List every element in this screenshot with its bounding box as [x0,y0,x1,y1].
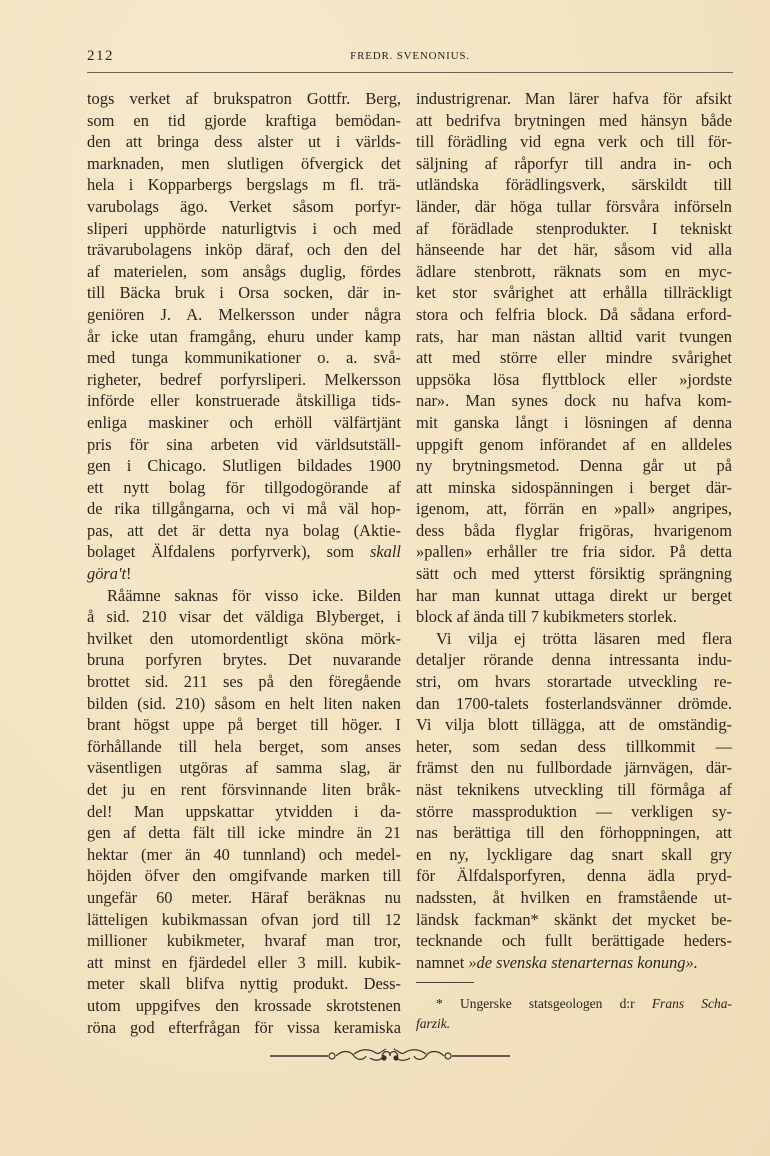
text-line: industrigrenar. Man lärer hafva för afsikt [416,89,732,108]
running-title: FREDR. SVENONIUS. [350,50,470,62]
text-line: att med större eller mindre svårighet [416,348,732,368]
text-line: väsentligen utgöras af samma slag, är [87,758,401,778]
running-head [87,48,733,68]
text-line: brottet sid. 211 ses på den föregående [87,672,401,692]
footnote-text: * Ungerske statsgeologen d:r [436,996,635,1011]
text-line: förhållande till hela berget, som anses [87,736,401,756]
text-line: att bedrifva brytningen med hänsyn både [416,110,732,130]
text-line: del! Man uppskattar ytvidden i da- [87,801,401,821]
header-rule [87,72,733,73]
text-line: den att bringa dess alster ut i världs- [87,132,401,152]
text-line: varubolags ägo. Verket såsom porfyr- [87,196,401,216]
text-line: af materielen, som ansågs duglig, fördes [87,261,401,281]
text-line: mit ganska långt i lösningen af denna [416,412,732,432]
footnote-line [416,994,732,1014]
text-line: gen af detta fält till icke mindre än 21 [87,823,401,843]
text-line: trävarubolagens inköp däraf, och den del [87,240,401,260]
page-number: 212 [87,48,114,64]
text-line: brant högst uppe på berget till höger. I [87,715,401,735]
text-line: för Älfdalsporfyren, denna ädla pryd- [416,866,732,886]
text-line: sliperi upphörde naturligtvis i och med [87,218,401,238]
text-line: stri, om hvars storartade utveckling re- [416,672,732,692]
text-line: utländska förädlingsverk, särskildt till [416,175,732,195]
text-line: att minska sidospänningen i berget där- [416,477,732,497]
footnote-rule [416,982,474,983]
paragraph-start-line: Råämne saknas för visso icke. Bilden [107,585,401,605]
text-line: å sid. 210 visar det väldiga Blyberget, i [87,607,401,627]
text-line: stora och felfria block. Då sådana erford- [416,304,732,324]
text-line: righeter, bedref porfyrsliperi. Melkersson [87,369,401,389]
text-line: en ny, lyckligare dag snart skall gry [416,844,732,864]
text-line: näst teknikens utveckling till förmåga af [416,780,732,799]
text-line: till förädling vid egna verk och till för- [416,132,732,152]
text-line: Vi vilja blott tillägga, att de omständig- [416,715,732,735]
text-line: heter, som sedan dess tillkommit — [416,736,732,756]
text-line: ett nytt bolag för tillgodogörande af [87,477,401,497]
text-fragment: ! [126,564,132,584]
text-line: uppgift genom införandet af en alldeles [416,434,732,454]
text-line: större massproduktion — verkligen sy- [416,801,732,821]
text-line: hektar (mer än 40 tunnland) och medel- [87,844,401,864]
text-line: hvilket den utomordentligt sköna mörk- [87,628,401,648]
text-line [87,541,401,563]
text-line: har man kunnat uttaga direkt ur berget [416,585,732,605]
text-line: hänseende har det här, såsom vid alla [416,240,732,260]
text-line: pas, att det är detta nya bolag (Aktie- [87,520,401,540]
text-line: igenom, att, förrän en »pall» angripes, [416,499,732,519]
text-line: marknaden, men slutligen öfvergick det [87,153,401,173]
text-line: till Bäcka bruk i Orsa socken, där in- [87,283,401,303]
text-line: införde eller konstruerade åtskilliga tids- [87,391,401,411]
footnote [416,994,732,1034]
footnote-line: farzik. [416,1016,451,1031]
text-line: nar». Man synes dock nu hafva kom- [416,391,732,411]
text-line: ländsk fackman* skänkt det mycket be- [416,909,732,929]
text-line: ket stor svårighet att erhålla tillräckligt [416,283,732,303]
text-line: höjden öfver den omgifvande marken till [87,866,401,886]
text-line: röna god efterfrågan för vissa keramiska [87,1017,401,1037]
text-line: rats, har man nästan alltid varit tvungen [416,326,732,346]
text-line: togs verket af brukspatron Gottfr. Berg, [87,89,401,108]
text-line: dan 1700-talets fosterlandsvänner drömde. [416,693,732,713]
text-line: med tunga kommunikationer o. a. svå- [87,348,401,368]
text-line: det ju en rent försvinnande liten bråk- [87,780,401,799]
decorative-tailpiece-icon [270,1044,510,1068]
text-line: utom uppgifves den krossade skrotstenen [87,995,401,1015]
text-line: lätteligen kubikmassan ofvan jord till 12 [87,909,401,929]
text-line: meter skall blifva nyttig produkt. Dess- [87,974,401,994]
text-fragment: bolaget Älfdalens porfyrverk), som [87,542,354,562]
text-line: gen i Chicago. Slutligen bildades 1900 [87,456,401,476]
text-line: enliga maskiner och erhöll välfärtjänt [87,412,401,432]
text-line: tecknande och fullt berättigade heders- [416,931,732,951]
text-line: bilden (sid. 210) såsom en helt liten naken [87,693,401,713]
text-line: som en tid gjorde kraftiga bemödan- [87,110,401,130]
text-line: länder, där höga tullar försvåra införseln [416,196,732,216]
text-line: hela i Kopparbergs bergslags m fl. trä- [87,175,401,195]
text-line: nas berättiga till den förhoppningen, att [416,823,732,843]
text-line: uppsöka lösa flyttblock eller »jordste [416,369,732,389]
text-line: att minst en fjärdedel eller 3 mill. kubik- [87,952,401,972]
left-column [87,88,401,1038]
text-line: geniören J. A. Melkersson under några [87,304,401,324]
text-line: bruna porfyren brytes. Det nuvarande [87,650,401,670]
text-line: millioner kubikmeter, hvaraf man tror, [87,931,401,951]
text-line [416,952,732,974]
italic-quote: »de svenska stenarternas konung». [468,952,698,972]
right-column [416,88,732,973]
text-line: ädlare stenbrott, räknats som en myc- [416,261,732,281]
text-line: de rika tillgångarna, och vi må väl hop- [87,499,401,519]
italic-name: Frans Scha- [651,996,733,1011]
text-line: pris för sina arbeten vid världsutställ- [87,434,401,454]
italic-text: skall [370,542,401,562]
text-line: nadssten, åt hvilken en framstående ut- [416,887,732,907]
text-line: detaljer rörande denna intressanta indu- [416,650,732,670]
text-line: ny brytningsmetod. Denna går ut på [416,456,732,476]
text-line: år icke utan framgång, ehuru under kamp [87,326,401,346]
text-line: dess båda flyglar frigöras, hvarigenom [416,520,732,540]
text-line: säljning af råporfyr till andra in- och [416,153,732,173]
text-line: af förädlade stenprodukter. I tekniskt [416,218,732,238]
text-fragment: namnet [416,952,465,972]
italic-text: göra't [87,564,127,584]
text-line: främst den nu fullbordade järnvägen, där- [416,758,732,778]
text-line [87,563,401,585]
paragraph-start-line: Vi vilja ej trötta läsaren med flera [436,628,732,648]
text-line: sätt och med ytterst försiktig sprängning [416,564,732,584]
text-line: ungefär 60 meter. Häraf beräknas nu [87,887,401,907]
text-line: »pallen» erhåller tre fria sidor. På detta [416,542,732,562]
paragraph-end-line: block af ända till 7 kubikmeters storlek. [416,607,677,627]
